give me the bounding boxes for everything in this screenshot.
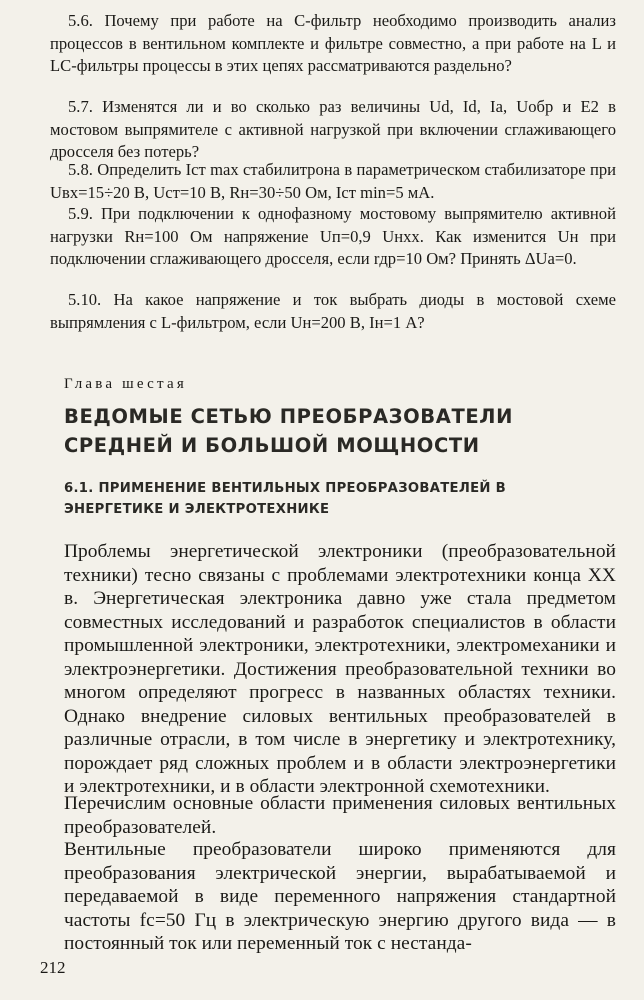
question-5-10: 5.10. На какое напряжение и ток выбрать диоды в мостовой схеме выпрямления с L-фильтром, если Uн=200 В, Iн=1 А? [50, 290, 616, 332]
section-title: 6.1. ПРИМЕНЕНИЕ ВЕНТИЛЬНЫХ ПРЕОБРАЗОВАТЕЛЕЙ В ЭНЕРГЕТИКЕ И ЭЛЕКТРОТЕХНИКЕ [64, 481, 506, 517]
paragraph-list-intro: Перечислим основные области применения силовых вентильных преобразователей. [64, 793, 616, 838]
question-5-7: 5.7. Изменятся ли и во сколько раз величины Ud, Id, Ia, Uобр и E2 в мостовом выпрямителе с активной нагрузкой при включении сглаживающего дросселя без потерь? [50, 97, 616, 162]
question-5-6: 5.6. Почему при работе на C-фильтр необходимо производить анализ процессов в вентильном комплекте и фильтре совместно, а при работе на L и LC-фильтры процессы в этих цепях рассматриваются раздельно? [50, 11, 616, 76]
chapter-label: Глава шестая [64, 376, 187, 392]
chapter-title: ВЕДОМЫЕ СЕТЬЮ ПРЕОБРАЗОВАТЕЛИ СРЕДНЕЙ И БОЛЬШОЙ МОЩНОСТИ [64, 405, 513, 457]
paragraph-problems: Проблемы энергетической электроники (преобразовательной техники) тесно связаны с проблемами электротехники конца XX в. Энергетическая электроника давно уже стала предметом совместных исследований и разработок специалистов в области промышленной электроники, электротехники, электромеханики и электроэнергетики. Достижения преобразовательной техники во многом определяют прогресс в названных областях техники. Однако внедрение силовых вентильных преобразователей в различные отрасли, в том числе в энергетику и электротехнику, порождает ряд сложных проблем и в области электроэнергетики и электротехники, и в области электронной схемотехники. [64, 541, 616, 797]
question-5-8: 5.8. Определить Iст max стабилитрона в параметрическом стабилизаторе при Uвх=15÷20 В, Uст=10 В, Rн=30÷50 Ом, Iст min=5 мА. [50, 160, 616, 202]
question-5-9: 5.9. При подключении к однофазному мостовому выпрямителю активной нагрузки Rн=100 Ом напряжение Uп=0,9 Uнхх. Как изменится Uн при подключении сглаживающего дросселя, если rдр=10 Ом? Принять ΔUa=0. [50, 204, 616, 269]
paragraph-converters: Вентильные преобразователи широко применяются для преобразования электрической энергии, вырабатываемой и передаваемой в виде переменного напряжения стандартной частоты fc=50 Гц в электрическую энергию другого вида — в постоянный ток или переменный ток с нестанда- [64, 839, 616, 954]
page-number: 212 [40, 958, 66, 977]
